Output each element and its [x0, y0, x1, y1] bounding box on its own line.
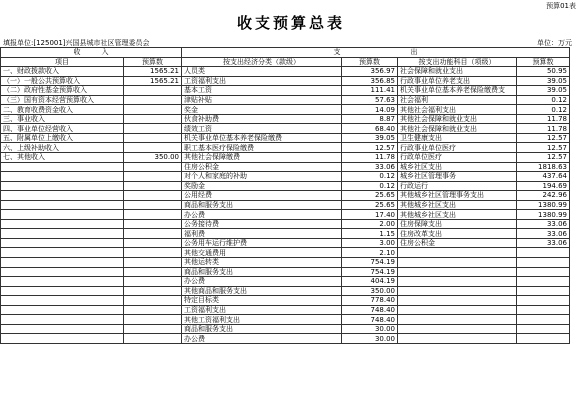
table-row [1, 210, 570, 220]
cell-income-budget [124, 162, 182, 172]
cell-income-item: （二）政府性基金预算收入 [1, 86, 124, 96]
cell-func-budget [517, 334, 570, 344]
table-row [1, 267, 570, 277]
cell-func-subject [398, 334, 517, 344]
cell-func-subject [398, 305, 517, 315]
cell-income-item [1, 172, 124, 182]
table-row [1, 277, 570, 287]
cell-income-item: 三、事业收入 [1, 114, 124, 124]
cell-func-budget: 1818.63 [517, 162, 570, 172]
cell-econ-budget: 0.12 [342, 181, 398, 191]
cell-income-item [1, 238, 124, 248]
cell-income-budget [124, 181, 182, 191]
table-row [1, 86, 570, 96]
cell-econ-budget: 754.19 [342, 267, 398, 277]
table-row [1, 324, 570, 334]
cell-func-subject [398, 286, 517, 296]
table-row [1, 162, 570, 172]
cell-func-subject [398, 315, 517, 325]
cell-func-subject: 其他社会保障和就业支出 [398, 124, 517, 134]
cell-func-subject: 其他社会福利支出 [398, 105, 517, 115]
cell-econ-category: 商品和服务支出 [182, 324, 342, 334]
cell-income-item [1, 334, 124, 344]
column-header-row [1, 57, 570, 67]
money-unit: 单位：万元 [537, 39, 572, 47]
cell-econ-budget: 2.00 [342, 219, 398, 229]
cell-func-subject: 城乡社区管理事务 [398, 172, 517, 182]
col-header-func: 按支出功能科目（项级） [398, 57, 517, 67]
cell-income-budget [124, 172, 182, 182]
cell-econ-budget: 1.15 [342, 229, 398, 239]
table-row [1, 172, 570, 182]
col-header-item: 项目 [1, 57, 124, 67]
cell-income-item [1, 286, 124, 296]
cell-income-item: 一、财政拨款收入 [1, 67, 124, 77]
cell-income-item [1, 315, 124, 325]
table-row [1, 305, 570, 315]
cell-income-item: 六、上级补助收入 [1, 143, 124, 153]
cell-income-budget [124, 248, 182, 258]
cell-income-budget [124, 210, 182, 220]
cell-func-subject: 城乡社区支出 [398, 162, 517, 172]
cell-func-subject [398, 258, 517, 268]
cell-income-item [1, 324, 124, 334]
cell-econ-category: 奖金 [182, 105, 342, 115]
cell-func-budget: 12.57 [517, 143, 570, 153]
cell-func-subject: 行政事业单位养老支出 [398, 76, 517, 86]
cell-econ-budget: 350.00 [342, 286, 398, 296]
cell-income-budget [124, 105, 182, 115]
cell-func-subject: 住房公积金 [398, 238, 517, 248]
page-title: 收支预算总表 [236, 14, 345, 32]
cell-income-item [1, 267, 124, 277]
cell-income-item [1, 162, 124, 172]
table-row [1, 334, 570, 344]
cell-func-subject: 社会保障和就业支出 [398, 67, 517, 77]
cell-func-budget: 0.12 [517, 95, 570, 105]
cell-econ-category: 办公费 [182, 334, 342, 344]
table-row [1, 181, 570, 191]
col-header-econ-budget: 预算数 [342, 57, 398, 67]
cell-econ-category: 绩效工资 [182, 124, 342, 134]
cell-econ-category: 其他社会保障缴费 [182, 153, 342, 163]
cell-econ-category: 福利费 [182, 229, 342, 239]
cell-func-subject: 卫生健康支出 [398, 133, 517, 143]
cell-econ-category: 其他工资福利支出 [182, 315, 342, 325]
cell-income-budget [124, 277, 182, 287]
cell-income-item [1, 181, 124, 191]
table-row [1, 200, 570, 210]
cell-income-item [1, 219, 124, 229]
col-header-func-budget: 预算数 [517, 57, 570, 67]
cell-income-budget: 350.00 [124, 153, 182, 163]
cell-func-budget: 1380.99 [517, 210, 570, 220]
cell-func-budget: 12.57 [517, 153, 570, 163]
cell-econ-budget: 356.85 [342, 76, 398, 86]
cell-econ-category: 工资福利支出 [182, 76, 342, 86]
cell-func-subject [398, 324, 517, 334]
cell-func-budget [517, 296, 570, 306]
cell-income-budget [124, 143, 182, 153]
cell-income-item: 二、教育收费资金收入 [1, 105, 124, 115]
cell-func-subject: 机关事业单位基本养老保险缴费支 [398, 86, 517, 96]
cell-func-budget [517, 315, 570, 325]
cell-func-subject: 行政事业单位医疗 [398, 143, 517, 153]
table-row [1, 296, 570, 306]
cell-income-budget: 1565.21 [124, 67, 182, 77]
cell-func-budget: 39.05 [517, 76, 570, 86]
cell-income-item: 七、其他收入 [1, 153, 124, 163]
cell-income-budget [124, 86, 182, 96]
col-header-income-budget: 预算数 [124, 57, 182, 67]
section-header-row [1, 48, 570, 58]
cell-func-subject [398, 296, 517, 306]
cell-econ-budget: 778.40 [342, 296, 398, 306]
table-row [1, 315, 570, 325]
cell-income-budget [124, 200, 182, 210]
cell-econ-category: 对个人和家庭的补助 [182, 172, 342, 182]
table-row [1, 191, 570, 201]
cell-func-budget: 39.05 [517, 86, 570, 96]
cell-func-budget [517, 277, 570, 287]
cell-econ-category: 基本工资 [182, 86, 342, 96]
cell-func-subject: 住房改革支出 [398, 229, 517, 239]
cell-econ-category: 职工基本医疗保险缴费 [182, 143, 342, 153]
reporting-unit: 填报单位:[125001]兴国县城市社区管理委员会 [3, 39, 150, 47]
cell-econ-budget: 25.65 [342, 191, 398, 201]
cell-econ-budget: 12.57 [342, 143, 398, 153]
cell-income-budget [124, 334, 182, 344]
cell-func-budget: 50.95 [517, 67, 570, 77]
table-row [1, 219, 570, 229]
cell-econ-category: 特定目标类 [182, 296, 342, 306]
cell-econ-budget: 754.19 [342, 258, 398, 268]
cell-econ-budget: 39.05 [342, 133, 398, 143]
cell-func-subject: 行政运行 [398, 181, 517, 191]
form-number: 预算01表 [546, 2, 576, 10]
cell-econ-budget: 30.00 [342, 334, 398, 344]
cell-econ-budget: 111.41 [342, 86, 398, 96]
cell-income-item [1, 229, 124, 239]
cell-econ-budget: 0.12 [342, 172, 398, 182]
cell-income-item: （三）国有资本经营预算收入 [1, 95, 124, 105]
cell-income-item [1, 305, 124, 315]
cell-func-budget: 11.78 [517, 114, 570, 124]
cell-func-budget: 194.69 [517, 181, 570, 191]
cell-econ-budget: 748.40 [342, 305, 398, 315]
cell-func-subject [398, 248, 517, 258]
cell-econ-category: 机关事业单位基本养老保险缴费 [182, 133, 342, 143]
table-row [1, 76, 570, 86]
cell-econ-category: 商品和服务支出 [182, 267, 342, 277]
cell-func-budget [517, 267, 570, 277]
table-row [1, 248, 570, 258]
cell-econ-category: 工资福利支出 [182, 305, 342, 315]
cell-econ-budget: 404.19 [342, 277, 398, 287]
table-row [1, 229, 570, 239]
cell-econ-category: 商品和服务支出 [182, 200, 342, 210]
cell-econ-budget: 25.65 [342, 200, 398, 210]
cell-income-budget [124, 191, 182, 201]
cell-econ-budget: 3.00 [342, 238, 398, 248]
cell-income-budget [124, 267, 182, 277]
table-row [1, 286, 570, 296]
cell-func-subject: 其他城乡社区管理事务支出 [398, 191, 517, 201]
cell-income-budget [124, 296, 182, 306]
cell-func-subject [398, 267, 517, 277]
cell-econ-category: 公务用车运行维护费 [182, 238, 342, 248]
cell-income-item: （一）一般公共预算收入 [1, 76, 124, 86]
cell-func-budget: 0.12 [517, 105, 570, 115]
cell-econ-category: 公用经费 [182, 191, 342, 201]
cell-func-budget [517, 324, 570, 334]
cell-income-item [1, 277, 124, 287]
cell-func-budget [517, 258, 570, 268]
table-row [1, 105, 570, 115]
income-section-header: 收 入 [1, 48, 182, 58]
cell-income-budget [124, 133, 182, 143]
cell-income-item [1, 248, 124, 258]
cell-income-item [1, 210, 124, 220]
table-row [1, 95, 570, 105]
cell-income-budget [124, 315, 182, 325]
cell-func-budget [517, 248, 570, 258]
cell-econ-budget: 8.87 [342, 114, 398, 124]
cell-income-budget [124, 324, 182, 334]
cell-func-subject: 住房保障支出 [398, 219, 517, 229]
cell-econ-budget: 11.78 [342, 153, 398, 163]
cell-econ-budget: 2.10 [342, 248, 398, 258]
cell-income-item [1, 296, 124, 306]
cell-income-budget [124, 124, 182, 134]
cell-func-subject: 社会福利 [398, 95, 517, 105]
cell-income-budget [124, 286, 182, 296]
expense-section-header: 支 出 [182, 48, 570, 58]
cell-income-item [1, 258, 124, 268]
cell-func-subject [398, 277, 517, 287]
cell-econ-category: 其他运转类 [182, 258, 342, 268]
cell-func-subject: 其他城乡社区支出 [398, 200, 517, 210]
cell-func-subject: 行政单位医疗 [398, 153, 517, 163]
cell-income-budget [124, 258, 182, 268]
cell-func-budget: 11.78 [517, 124, 570, 134]
cell-income-budget: 1565.21 [124, 76, 182, 86]
cell-func-budget [517, 305, 570, 315]
cell-econ-category: 公务接待费 [182, 219, 342, 229]
cell-econ-category: 办公费 [182, 277, 342, 287]
cell-income-item: 四、事业单位经营收入 [1, 124, 124, 134]
cell-econ-category: 其他交通费用 [182, 248, 342, 258]
col-header-econ: 按支出经济分类（款级） [182, 57, 342, 67]
cell-econ-budget: 14.09 [342, 105, 398, 115]
cell-income-item [1, 191, 124, 201]
cell-econ-category: 奖励金 [182, 181, 342, 191]
cell-func-budget: 33.06 [517, 238, 570, 248]
cell-econ-budget: 57.63 [342, 95, 398, 105]
cell-func-budget [517, 286, 570, 296]
cell-func-budget: 12.57 [517, 133, 570, 143]
cell-econ-budget: 748.40 [342, 315, 398, 325]
cell-econ-budget: 68.40 [342, 124, 398, 134]
cell-func-subject: 其他社会保障和就业支出 [398, 114, 517, 124]
cell-func-budget: 33.06 [517, 229, 570, 239]
table-row [1, 124, 570, 134]
table-row [1, 153, 570, 163]
cell-income-budget [124, 305, 182, 315]
budget-table [0, 47, 570, 344]
cell-econ-category: 伙食补助费 [182, 114, 342, 124]
cell-econ-budget: 33.06 [342, 162, 398, 172]
cell-econ-budget: 356.97 [342, 67, 398, 77]
table-row [1, 67, 570, 77]
cell-func-budget: 437.64 [517, 172, 570, 182]
cell-income-budget [124, 114, 182, 124]
cell-econ-category: 住房公积金 [182, 162, 342, 172]
cell-income-budget [124, 95, 182, 105]
cell-income-item: 五、附属单位上缴收入 [1, 133, 124, 143]
cell-econ-category: 津贴补贴 [182, 95, 342, 105]
cell-income-item [1, 200, 124, 210]
cell-econ-category: 办公费 [182, 210, 342, 220]
table-row [1, 238, 570, 248]
cell-econ-category: 人员类 [182, 67, 342, 77]
cell-func-budget: 1380.99 [517, 200, 570, 210]
table-row [1, 114, 570, 124]
cell-func-budget: 33.06 [517, 219, 570, 229]
table-row [1, 133, 570, 143]
cell-econ-budget: 30.00 [342, 324, 398, 334]
cell-econ-budget: 17.40 [342, 210, 398, 220]
table-row [1, 143, 570, 153]
cell-func-budget: 242.96 [517, 191, 570, 201]
cell-econ-category: 其他商品和服务支出 [182, 286, 342, 296]
table-row [1, 258, 570, 268]
cell-func-subject: 其他城乡社区支出 [398, 210, 517, 220]
cell-income-budget [124, 219, 182, 229]
cell-income-budget [124, 229, 182, 239]
cell-income-budget [124, 238, 182, 248]
